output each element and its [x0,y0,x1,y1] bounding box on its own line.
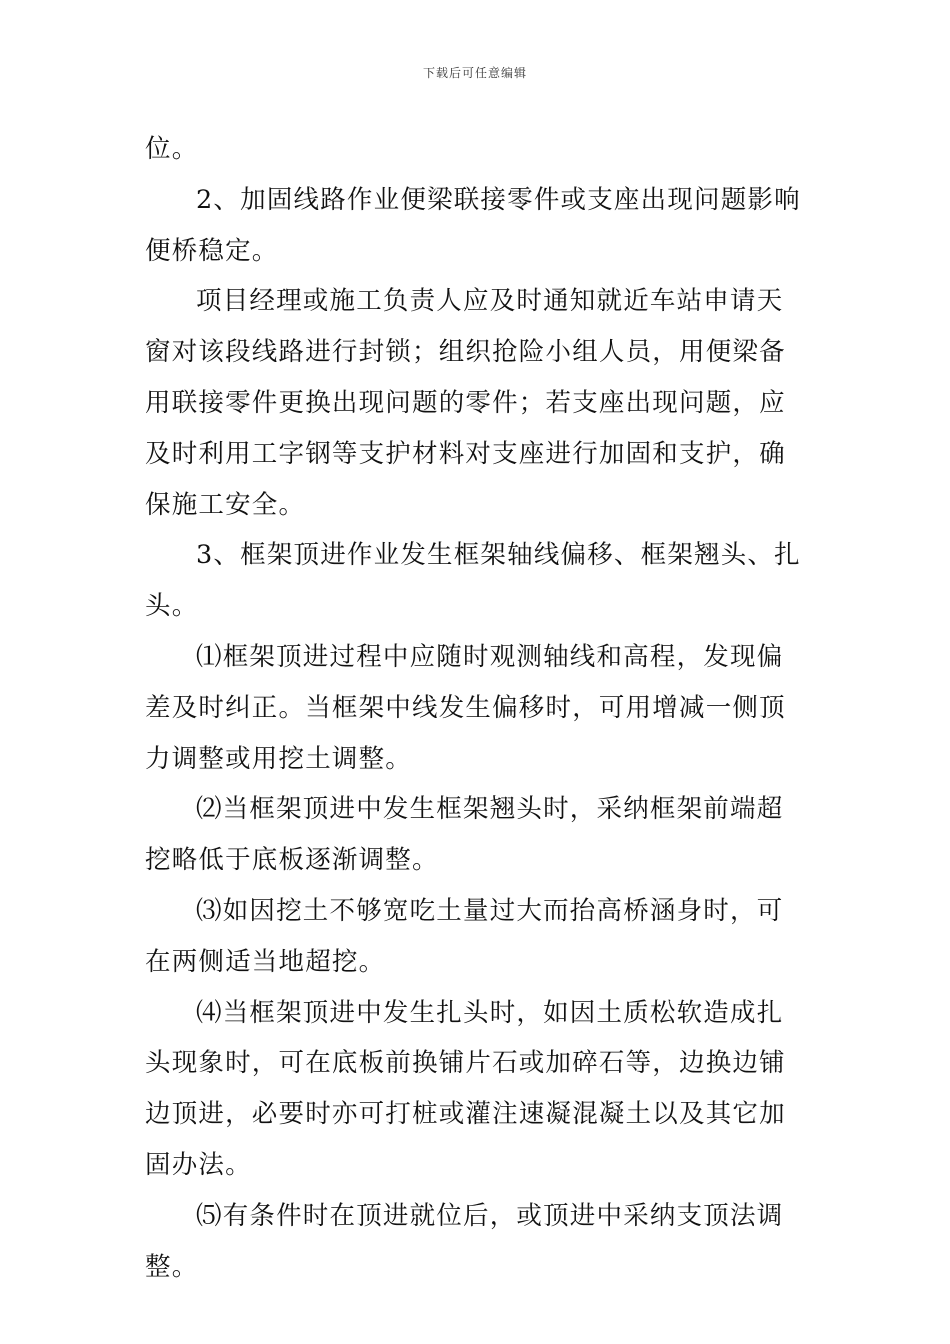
paragraph-item-2: 2、加固线路作业便梁联接零件或支座出现问题影响便桥稳定。 [145,184,801,266]
paragraph-sub-4: ⑷当框架顶进中发生扎头时，如因土质松软造成扎头现象时，可在底板前换铺片石或加碎石等，边换边铺边顶进，必要时亦可打桩或灌注速凝混凝土以及其它加固办法。 [145,997,786,1180]
page-header: 下载后可任意编辑 [422,66,527,80]
paragraph-item-3: 3、框架顶进作业发生框架轴线偏移、框架翘头、扎头。 [145,540,801,622]
paragraph-sub-5: ⑸有条件时在顶进就位后，或顶进中采纳支顶法调整。 [145,1200,784,1282]
paragraph-continuation: 位。 [145,134,199,164]
paragraph-sub-2: ⑵当框架顶进中发生框架翘头时，采纳框架前端超挖略低于底板逐渐调整。 [145,794,784,876]
paragraph-sub-3: ⑶如因挖土不够宽吃土量过大而抬高桥涵身时，可在两侧适当地超挖。 [145,895,784,977]
document-body [145,124,807,1292]
paragraph-response: 项目经理或施工负责人应及时通知就近车站申请天窗对该段线路进行封锁；组织抢险小组人员，用便梁备用联接零件更换出现问题的零件；若支座出现问题，应及时利用工字钢等支护材料对支座进行加固和支护，确保施工安全。 [145,286,786,520]
paragraph-sub-1: ⑴框架顶进过程中应随时观测轴线和高程，发现偏差及时纠正。当框架中线发生偏移时，可用增减一侧顶力调整或用挖土调整。 [145,641,786,774]
